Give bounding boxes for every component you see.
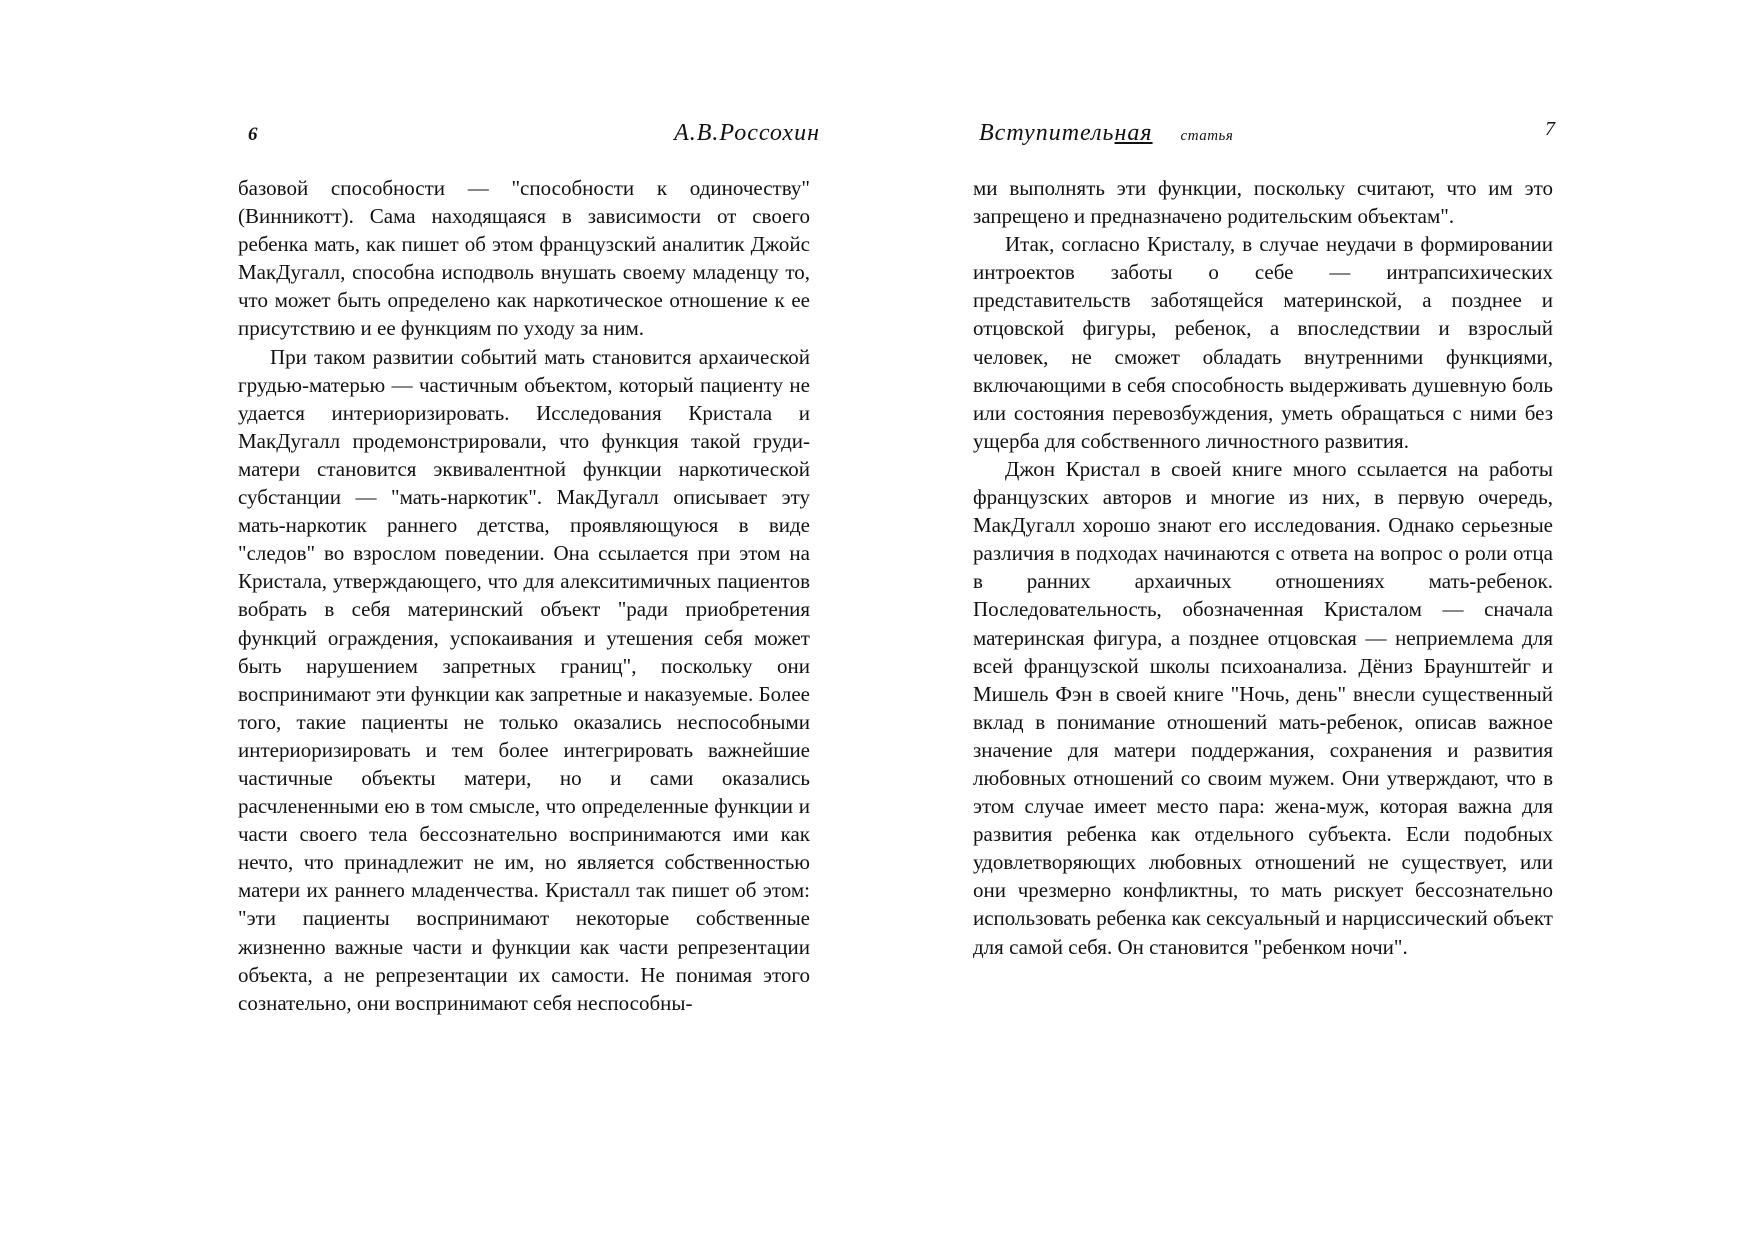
right-running-head	[979, 120, 1233, 147]
left-page-number: 6	[248, 124, 258, 145]
right-paragraph-1: ми выполнять эти функции, поскольку считают, что им это запрещено и предназначено родительским объектам".	[973, 176, 1553, 229]
left-page-header	[248, 118, 820, 152]
right-paragraph-2: Итак, согласно Кристалу, в случае неудачи в формировании интроектов заботы о себе — интрапсихических представительств заботящейся материнской, а позднее и отцовской фигуры, ребенок, а впоследствии и взрослый человек, не сможет обладать внутренними функциями, включающими в себя способность выдерживать душевную боль или состояния перевозбуждения, уметь обращаться с ними без ущерба для собственного личностного развития.	[973, 232, 1553, 453]
right-page-body	[973, 174, 1553, 961]
left-paragraph-1: базовой способности — "способности к одиночеству" (Винникотт). Сама находящаяся в зависимости от своего ребенка мать, как пишет об этом французский аналитик Джойс МакДугалл, способна исподволь внушать своему младенцу то, что может быть определено как наркотическое отношение к ее присутствию и ее функциям по уходу за ним.	[238, 176, 810, 341]
right-running-head-sub: статья	[1180, 128, 1234, 144]
right-page	[877, 0, 1754, 1240]
left-page-body	[238, 174, 810, 1017]
left-running-head: А.В.Россохин	[674, 120, 820, 146]
right-page-header	[979, 118, 1555, 152]
right-page-number: 7	[1545, 118, 1555, 140]
right-running-head-main-b: ная	[1114, 120, 1153, 146]
right-running-head-main-a: Вступитель	[979, 120, 1115, 146]
right-paragraph-3: Джон Кристал в своей книге много ссылается на работы французских авторов и многие из них, в первую очередь, МакДугалл хорошо знают его исследования. Однако серьезные различия в подходах начинаются с ответа на вопрос о роли отца в ранних архаичных отношениях мать-ребенок. Последовательность, обозначенная Кристалом — сначала материнская фигура, а позднее отцовская — неприемлема для всей французской школы психоанализа. Дёниз Браунштейг и Мишель Фэн в своей книге "Ночь, день" внесли существенный вклад в понимание отношений мать-ребенок, описав важное значение для матери поддержания, сохранения и развития любовных отношений со своим мужем. Они утверждают, что в этом случае имеет место пара: жена-муж, которая важна для развития ребенка как отдельного субъекта. Если подобных удовлетворяющих любовных отношений не существует, или они чрезмерно конфликтны, то мать рискует бессознательно использовать ребенка как сексуальный и нарциссический объект для самой себя. Он становится "ребенком ночи".	[973, 456, 1553, 959]
left-paragraph-2: При таком развитии событий мать становится архаической грудью-матерью — частичным объектом, который пациенту не удается интериоризировать. Исследования Кристала и МакДугалл продемонстрировали, что функция такой груди-матери становится эквивалентной функции наркотической субстанции — "мать-наркотик". МакДугалл описывает эту мать-наркотик раннего детства, проявляющуюся в виде "следов" во взрослом поведении. Она ссылается при этом на Кристала, утверждающего, что для алекситимичных пациентов вобрать в себя материнский объект "ради приобретения функций ограждения, успокаивания и утешения себя может быть нарушением запретных границ", поскольку они воспринимают эти функции как запретные и наказуемые. Более того, такие пациенты не только оказались неспособными интериоризировать и тем более интегрировать важнейшие частичные объекты матери, но и сами оказались расчлененными ею в том смысле, что определенные функции и части своего тела бессознательно воспринимаются ими как нечто, что принадлежит не им, но является собственностью матери их раннего младенчества. Кристалл так пишет об этом: "эти пациенты воспринимают некоторые собственные жизненно важные части и функции как части репрезентации объекта, а не репрезентации их самости. Не понимая этого сознательно, они воспринимают себя неспособны-	[238, 344, 810, 1015]
